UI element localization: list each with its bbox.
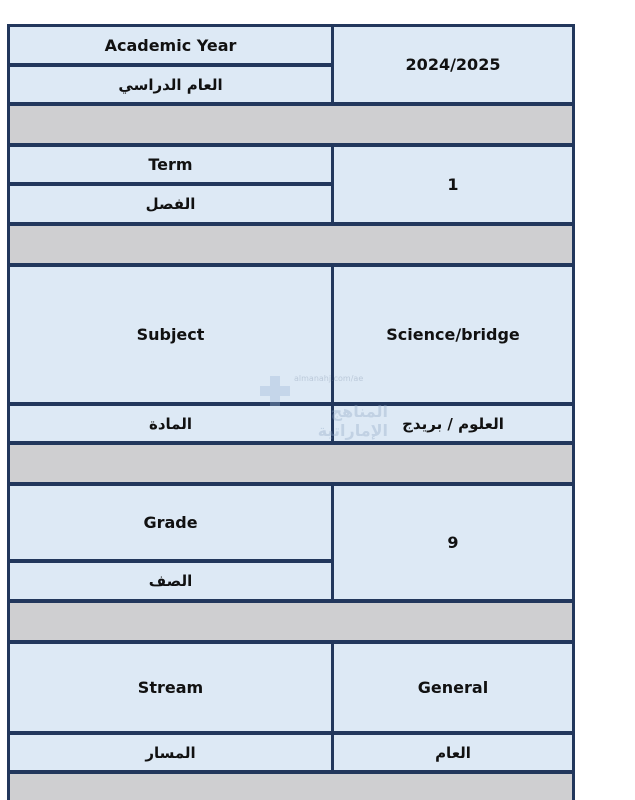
subject-value-en: Science/bridge — [334, 267, 572, 402]
separator-row — [10, 603, 572, 640]
term-label-en: Term — [10, 147, 331, 182]
term-value: 1 — [334, 147, 572, 222]
separator-row — [10, 445, 572, 482]
info-table — [7, 24, 575, 800]
grade-label-en: Grade — [10, 486, 331, 559]
separator-row — [10, 774, 572, 800]
term-label-ar: الفصل — [10, 186, 331, 222]
subject-label-en: Subject — [10, 267, 331, 402]
academic-year-label-en: Academic Year — [10, 27, 331, 63]
subject-label-ar: المادة — [10, 406, 331, 441]
watermark-url: almanahj.com/ae — [294, 374, 364, 383]
watermark-name: المناهج الإماراتية — [317, 402, 388, 440]
academic-year-value: 2024/2025 — [334, 27, 572, 102]
stream-label-ar: المسار — [10, 735, 331, 770]
grade-label-ar: الصف — [10, 563, 331, 599]
stream-value-ar: العام — [334, 735, 572, 770]
subject-value-ar: العلوم / بريدج — [334, 406, 572, 441]
stream-value-en: General — [334, 644, 572, 731]
separator-row — [10, 226, 572, 263]
stream-label-en: Stream — [10, 644, 331, 731]
separator-row — [10, 106, 572, 143]
grade-value: 9 — [334, 486, 572, 599]
academic-year-label-ar: العام الدراسي — [10, 67, 331, 102]
